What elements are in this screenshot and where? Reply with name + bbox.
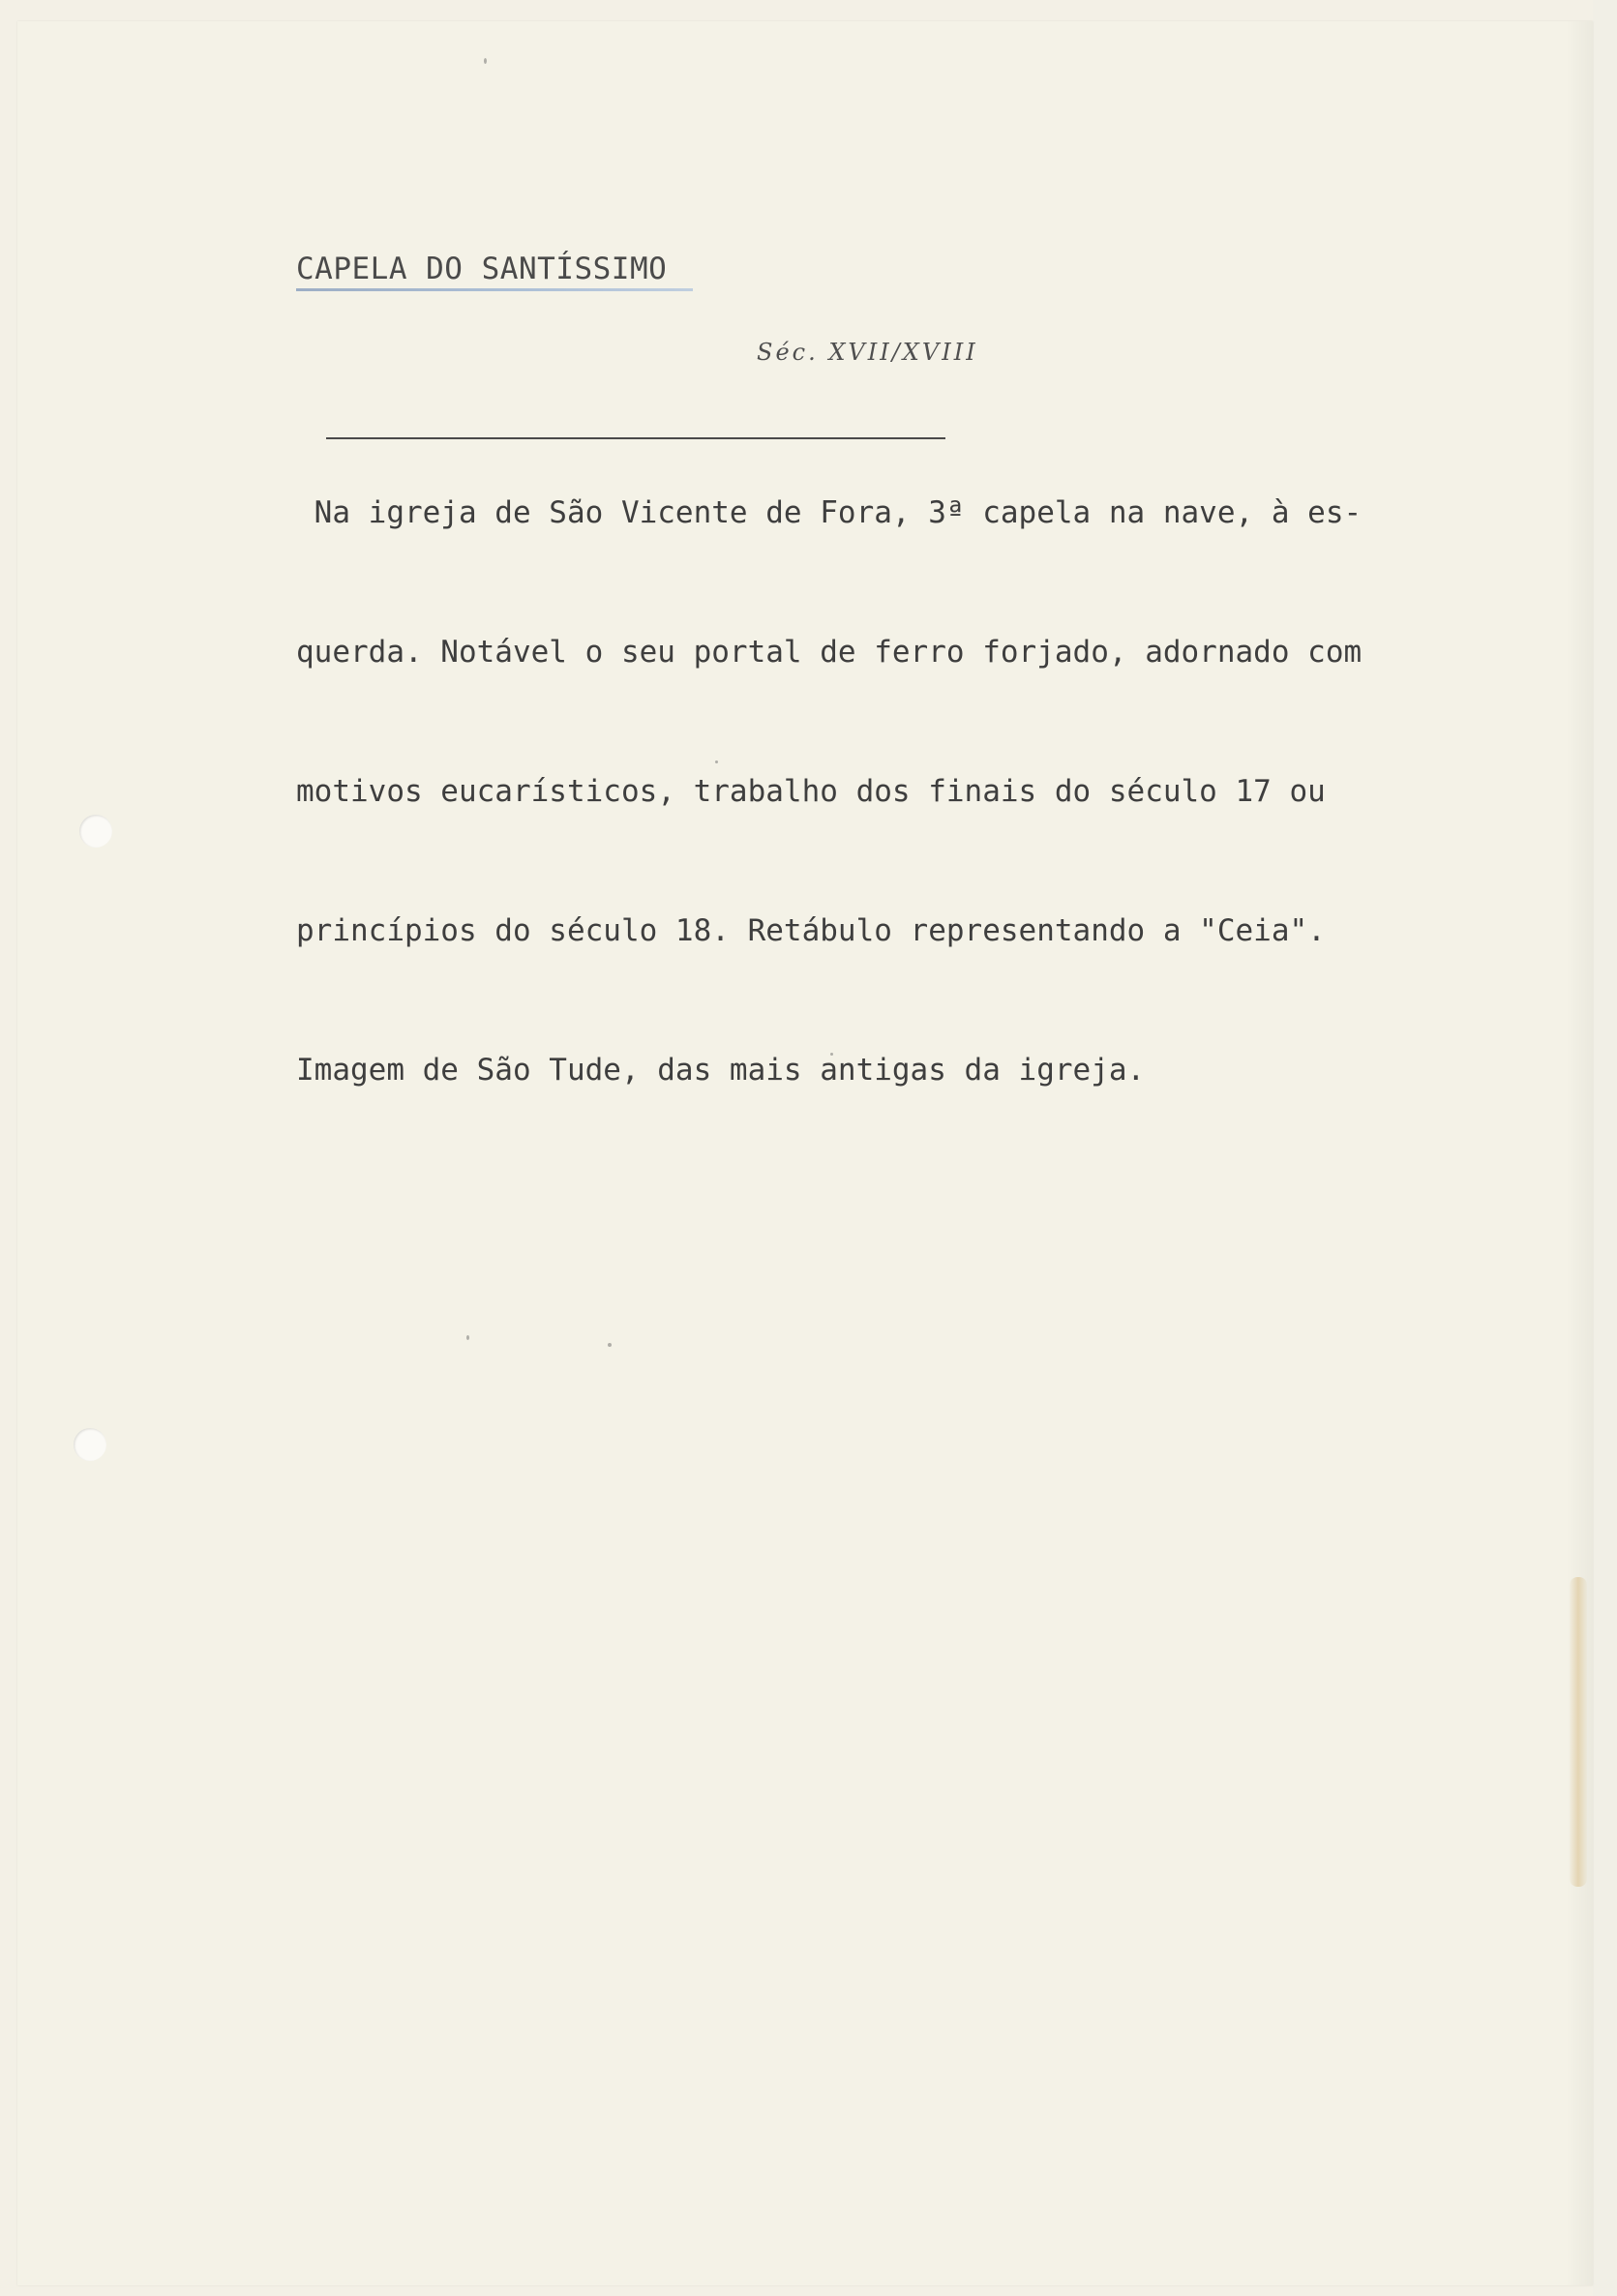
- body-line: motivos eucarísticos, trabalho dos finais do século 17 ou: [296, 774, 1326, 809]
- paper-stain: [1570, 1577, 1587, 1887]
- body-line: Na igreja de São Vicente de Fora, 3ª capela na nave, à es-: [296, 495, 1362, 530]
- body-line: princípios do século 18. Retábulo representando a "Ceia".: [296, 913, 1326, 948]
- punch-hole: [79, 815, 112, 848]
- paper-speck: [484, 58, 487, 64]
- body-line: Imagem de São Tude, das mais antigas da igreja.: [296, 1053, 1146, 1088]
- handwritten-century-note: Séc. XVII/XVIII: [757, 339, 978, 366]
- location-underline: [326, 437, 945, 439]
- body-line: querda. Notável o seu portal de ferro forjado, adornado com: [296, 635, 1362, 670]
- document-body: [296, 397, 1506, 1140]
- page-edge-shadow: [1566, 21, 1593, 2285]
- punch-hole: [74, 1428, 106, 1461]
- paper-speck: [608, 1343, 612, 1347]
- heading-underline: [296, 288, 693, 291]
- scan-margin: [1593, 0, 1617, 2296]
- paper-speck: [466, 1335, 469, 1340]
- document-heading: CAPELA DO SANTÍSSIMO: [296, 252, 668, 286]
